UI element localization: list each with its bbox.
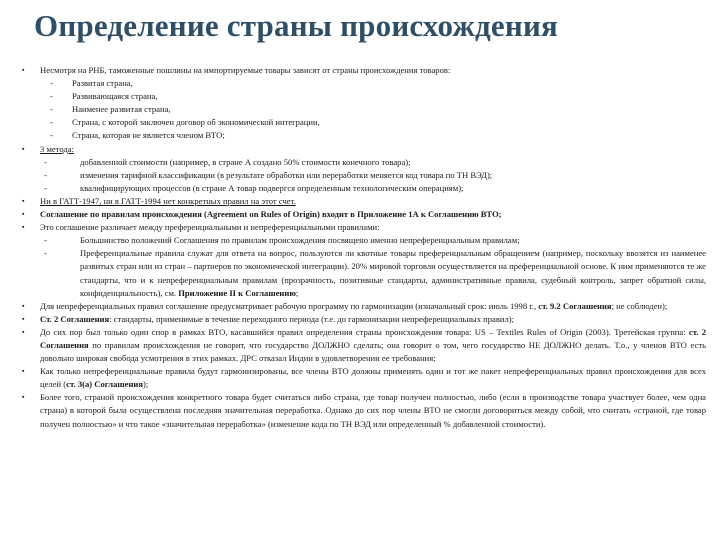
- sub-item: - Большинство положений Соглашения по правилам происхождения посвящено именно непреференциальным правилам;: [0, 234, 720, 247]
- dash-icon: -: [50, 130, 53, 141]
- methods-heading: 3 метода:: [40, 143, 74, 154]
- dash-icon: -: [44, 182, 47, 193]
- list-item: ▪ Для непреференциальных правил соглашение предусматривает рабочую программу по гармонизации (изначальный срок: июль 1998 г., ст. 9.2 Соглашения; не соблюден);: [0, 300, 720, 313]
- dash-icon: -: [50, 117, 53, 128]
- bullet-icon: ▪: [22, 144, 25, 153]
- country-item: - Развивающаяся страна,: [0, 90, 720, 103]
- dash-icon: -: [50, 78, 53, 89]
- country-item: - Страна, которая не является членом ВТО;: [0, 129, 720, 142]
- list-item: ▪ Как только непреференциальные правила будут гармонизированы, все члены ВТО должны применять один и тот же пакет непреференциальных правил происхождения для всех целей (ст. 3(а) Соглашения);: [22, 366, 706, 390]
- dash-icon: -: [50, 104, 53, 115]
- list-item: ▪ Ни в ГАТТ-1947, ни в ГАТТ-1994 нет конкретных правил на этот счет.: [0, 195, 720, 208]
- country-item: - Наименее развитая страна,: [0, 103, 720, 116]
- list-item: [0, 143, 720, 156]
- bullet-icon: ▪: [22, 66, 25, 74]
- dash-icon: -: [50, 91, 53, 102]
- list-item: ▪ Соглашение по правилам происхождения (Agreement on Rules of Origin) входит в Приложение 1А к Соглашению ВТО;: [0, 208, 720, 221]
- dash-icon: -: [44, 248, 47, 259]
- bullet-icon: ▪: [22, 301, 25, 310]
- method-item: - добавленной стоимости (например, в стране А создано 50% стоимости конечного товара);: [0, 156, 720, 169]
- bullet-icon: ▪: [22, 210, 25, 219]
- dash-icon: -: [44, 235, 47, 246]
- country-item: - Развитая страна,: [0, 77, 720, 90]
- bullet-icon: ▪: [22, 367, 25, 376]
- country-item: - Страна, с которой заключен договор об экономической интеграции,: [0, 116, 720, 129]
- list-item: ▪ Несмотря на РНБ, таможенные пошлины на импортируемые товары зависят от страны происхождения товаров:: [0, 64, 720, 77]
- list-item: ▪ До сих пор был только один спор в рамках ВТО, касавшийся правил определения страны происхождения товара: US – Textiles Rules of Origin (2003). Третейская группа: ст. 2 Соглашения по правилам происхождения не говорит, что государство ДОЛЖНО сделать; она говорит о том, чего государство НЕ ДОЛЖНО делать. Т.о., у членов ВТО есть довольно широкая свобода усмотрения в этих рамках. ДРС отказал Индии в удовлетворении ее требования;: [22, 326, 706, 364]
- dash-icon: -: [44, 169, 47, 180]
- bullet-icon: ▪: [22, 314, 25, 323]
- slide-body: [0, 64, 720, 431]
- bullet-icon: ▪: [22, 393, 25, 402]
- sub-item: - Преференциальные правила служат для ответа на вопрос, пользуются ли квотные товары преференциальным обращением (например, поскольку ввозятся из наименее развитых стран или из стран – партнеров по экономической интеграции). 20% мировой торговли осуществляется на преференциальной основе. К ним применяются те же стандарты, что и к непреференциальным правилам (прозрачность, позитивные стандарты, административные правила, судебный контроль, запрет обратной силы, конфиденциальность), см. Приложение II к Соглашению;: [44, 248, 706, 298]
- bullet-icon: ▪: [22, 196, 25, 205]
- method-item: - квалифицирующих процессов (в стране А товар подвергся определенным технологическим операциям);: [0, 182, 720, 195]
- dash-icon: -: [44, 156, 47, 167]
- list-item: ▪ Ст. 2 Соглашения: стандарты, применимые в течение переходного периода (т.е. до гармонизации непреференциальных правил);: [0, 313, 720, 326]
- bullet-icon: ▪: [22, 223, 25, 232]
- bullet-icon: ▪: [22, 327, 25, 336]
- list-item: ▪ Это соглашение различает между преференциальными и непреференциальными правилами:: [0, 221, 720, 234]
- slide-title: Определение страны происхождения: [34, 8, 558, 43]
- list-item: ▪ Более того, страной происхождения конкретного товара будет считаться либо страна, где товар получен полностью, либо (если в производстве товара участвует более, чем одна страна) в которой была осуществлена последняя значительная переработка. Однако до сих пор члены ВТО не смогли договориться между собой, что считать «страной, где товар получен полностью» и что такое «значительная переработка» (изменение кода по ТН ВЭД или определенный % добавленной стоимости).: [22, 392, 706, 429]
- method-item: - изменения тарифной классификации (в результате обработки или переработки меняется код товара по ТН ВЭД);: [0, 169, 720, 182]
